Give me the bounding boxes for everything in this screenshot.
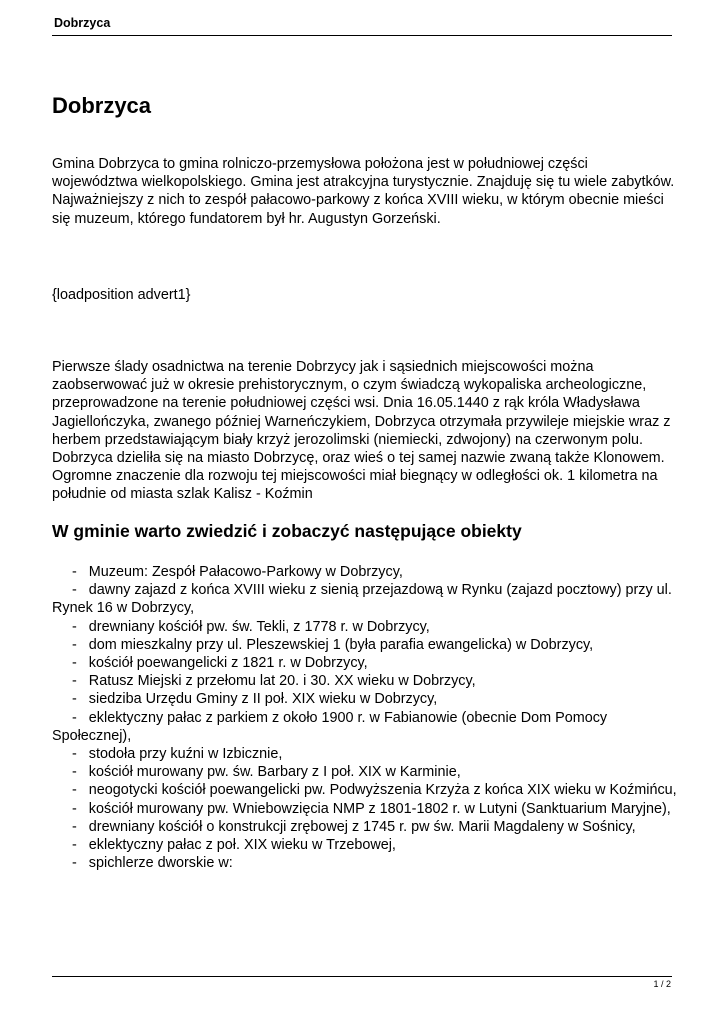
list-marker: - [72,709,77,726]
list-item-text: drewniany kościół o konstrukcji zrębowej z 1745 r. pw św. Marii Magdaleny w Sośnicy, [88,818,636,835]
list-item [52,672,677,690]
list-item [52,854,677,872]
list-item [52,781,677,799]
list-item-text: Ratusz Miejski z przełomu lat 20. i 30. XX wieku w Dobrzycy, [88,673,476,690]
list-item-text: siedziba Urzędu Gminy z II poł. XIX wieku w Dobrzycy, [88,691,438,708]
list-marker: - [72,618,77,635]
list-item [52,636,677,654]
page-number: 1 / 2 [653,979,671,989]
list-item [52,763,677,781]
list-marker: - [72,855,77,872]
list-item-text: dom mieszkalny przy ul. Pleszewskiej 1 (była parafia ewangelicka) w Dobrzycy, [88,636,594,653]
list-item [52,800,677,818]
list-item [52,563,677,581]
list-marker: - [72,673,77,690]
list-item [52,709,677,745]
list-marker: - [72,818,77,835]
list-marker: - [72,746,77,763]
footer-divider [52,976,672,977]
list-item [52,745,677,763]
header-divider [52,35,672,36]
page-title: Dobrzyca [52,93,152,118]
list-marker: - [72,782,77,799]
history-paragraph: Pierwsze ślady osadnictwa na terenie Dobrzycy jak i sąsiednich miejscowości można zaobserwować już w okresie prehistorycznym, o czym świadczą wykopaliska archeologiczne, przeprowadzone na terenie południowej części wsi. Dnia 16.05.1440 z rąk króla Władysława Jagiellończyka, zwanego później Warneńczykiem, Dobrzyca otrzymała przywileje miejskie wraz z herbem przedstawiającym biały krzyż jerozolimski (niemiecki, zdwojony) na czerwonym polu. Dobrzyca dzieliła się na miasto Dobrzycę, oraz wieś o tej samej nazwie zwaną także Klonowem. Ogromne znaczenie dla rozwoju tej miejscowości miał biegnący w odległości ok. 1 kilometra na południe od miasta szlak Kalisz - Koźmin [52,359,671,503]
list-item-text: neogotycki kościół poewangelicki pw. Podwyższenia Krzyża z końca XIX wieku w Koźmińcu, [88,782,677,799]
list-item-text: drewniany kościół pw. św. Tekli, z 1778 r. w Dobrzycy, [88,618,430,635]
list-item [52,581,677,617]
list-item-text: kościół murowany pw. św. Barbary z I poł. XIX w Karminie, [88,764,461,781]
attractions-list [52,563,677,872]
list-marker: - [72,837,77,854]
list-marker: - [72,691,77,708]
list-item-text: eklektyczny pałac z parkiem z około 1900 r. w Fabianowie (obecnie Dom Pomocy Społecznej), [52,709,608,744]
list-item-text: Muzeum: Zespół Pałacowo-Parkowy w Dobrzycy, [88,564,403,580]
list-item [52,818,677,836]
list-item [52,618,677,636]
list-marker: - [72,800,77,817]
list-marker: - [72,564,77,580]
list-item [52,654,677,672]
section-heading: W gminie warto zwiedzić i zobaczyć następujące obiekty [52,521,522,541]
list-item [52,836,677,854]
intro-paragraph: Gmina Dobrzyca to gmina rolniczo-przemysłowa położona jest w południowej części województwa wielkopolskiego. Gmina jest atrakcyjna turystycznie. Znajduję się tu wiele zabytków. Najważniejszy z nich to zespół pałacowo-parkowy z końca XVIII wieku, w którym obecnie mieści się muzeum, którego fundatorem był hr. Augustyn Gorzeński. [52,156,675,227]
list-item-text: kościół poewangelicki z 1821 r. w Dobrzycy, [88,655,368,672]
list-marker: - [72,636,77,653]
list-item [52,690,677,708]
list-marker: - [72,655,77,672]
list-marker: - [72,764,77,781]
list-item-text: kościół murowany pw. Wniebowzięcia NMP z 1801-1802 r. w Lutyni (Sanktuarium Maryjne), [88,800,671,817]
list-item-text: stodoła przy kuźni w Izbicznie, [88,746,283,763]
list-item-text: dawny zajazd z końca XVIII wieku z sienią przejazdową w Rynku (zajazd pocztowy) przy ul. Rynek 16 w Dobrzycy, [52,582,672,617]
list-item-text: eklektyczny pałac z poł. XIX wieku w Trzebowej, [88,837,396,854]
loadposition-placeholder: {loadposition advert1} [52,287,191,303]
list-item-text: spichlerze dworskie w: [88,855,233,872]
running-header-title: Dobrzyca [54,16,111,30]
list-marker: - [72,582,77,599]
